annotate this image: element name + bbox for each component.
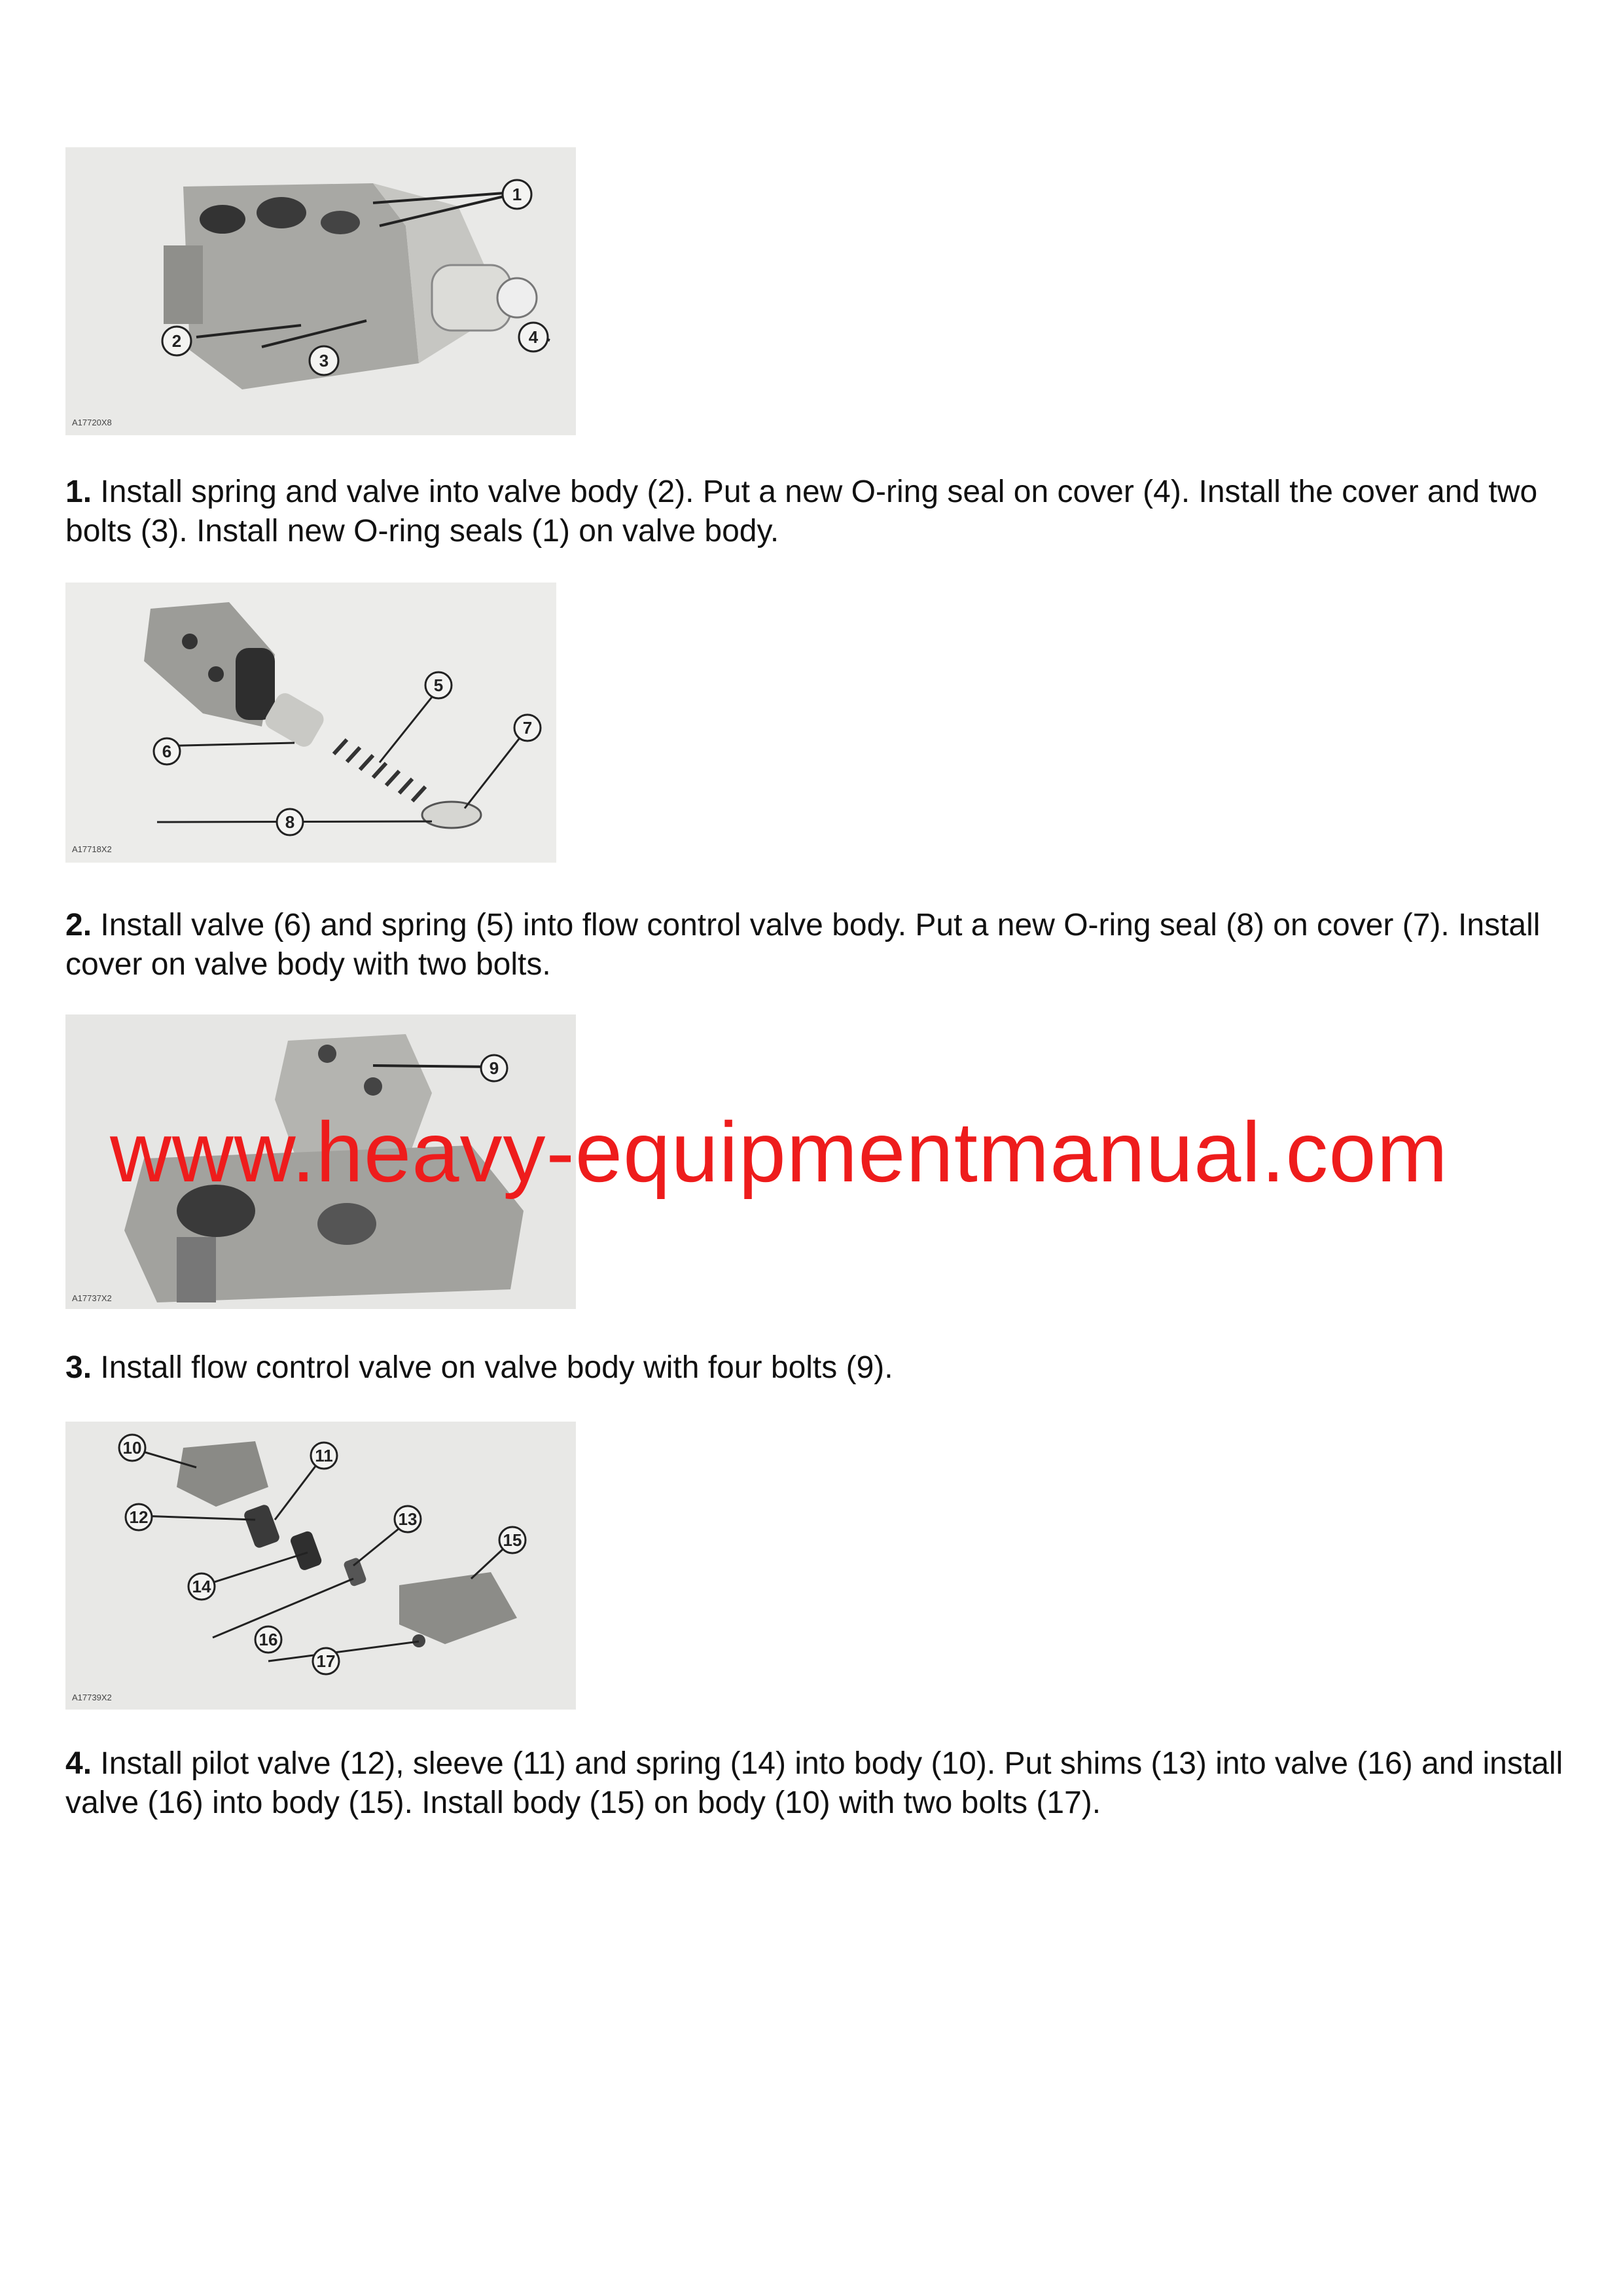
callout-label: 12: [129, 1507, 149, 1527]
step-number: 1.: [65, 475, 92, 509]
step-2: [65, 906, 1571, 984]
callout-label: 17: [316, 1651, 336, 1671]
callout-label: 2: [171, 331, 182, 351]
step-3: [65, 1348, 1571, 1388]
step-text: Install pilot valve (12), sleeve (11) and spring (14) into body (10). Put shims (13) into valve (16) and install valve (16) into body (15). Install body (15) on body (10) with two bolts (17).: [65, 1746, 1563, 1820]
step-number: 3.: [65, 1350, 92, 1385]
step-4: [65, 1744, 1571, 1823]
watermark: www.heavy-equipmentmanual.com: [110, 1104, 1448, 1200]
callout-label: 16: [259, 1630, 278, 1649]
figure-code: A17720X8: [72, 418, 112, 427]
step-number: 4.: [65, 1746, 92, 1781]
callout-label: 10: [122, 1438, 142, 1458]
figure-code: A17737X2: [72, 1293, 112, 1303]
callout-label: 8: [285, 812, 295, 832]
callout-label: 7: [522, 718, 533, 738]
figure-code: A17739X2: [72, 1693, 112, 1702]
figure-code: A17718X2: [72, 844, 112, 854]
step-number: 2.: [65, 908, 92, 942]
callout-label: 1: [512, 185, 522, 204]
step-text: Install valve (6) and spring (5) into flow control valve body. Put a new O-ring seal (8) on cover (7). Install cover on valve body with two bolts.: [65, 908, 1541, 982]
figure-4-photo: [65, 1422, 576, 1710]
figure-1-photo: [65, 147, 576, 435]
callout-label: 5: [433, 675, 444, 695]
callout-label: 13: [398, 1509, 418, 1529]
figure-2-photo: [65, 583, 556, 863]
callout-label: 4: [528, 327, 539, 347]
callout-label: 6: [162, 742, 172, 761]
step-text: Install flow control valve on valve body with four bolts (9).: [92, 1350, 893, 1385]
step-1: [65, 473, 1571, 551]
callout-label: 14: [192, 1577, 211, 1596]
callout-label: 15: [503, 1530, 522, 1550]
callout-label: 11: [315, 1446, 333, 1465]
callout-label: 9: [489, 1058, 499, 1078]
step-text: Install spring and valve into valve body (2). Put a new O-ring seal on cover (4). Install the cover and two bolts (3). Install new O-ring seals (1) on valve body.: [65, 475, 1538, 548]
callout-label: 3: [319, 351, 329, 370]
